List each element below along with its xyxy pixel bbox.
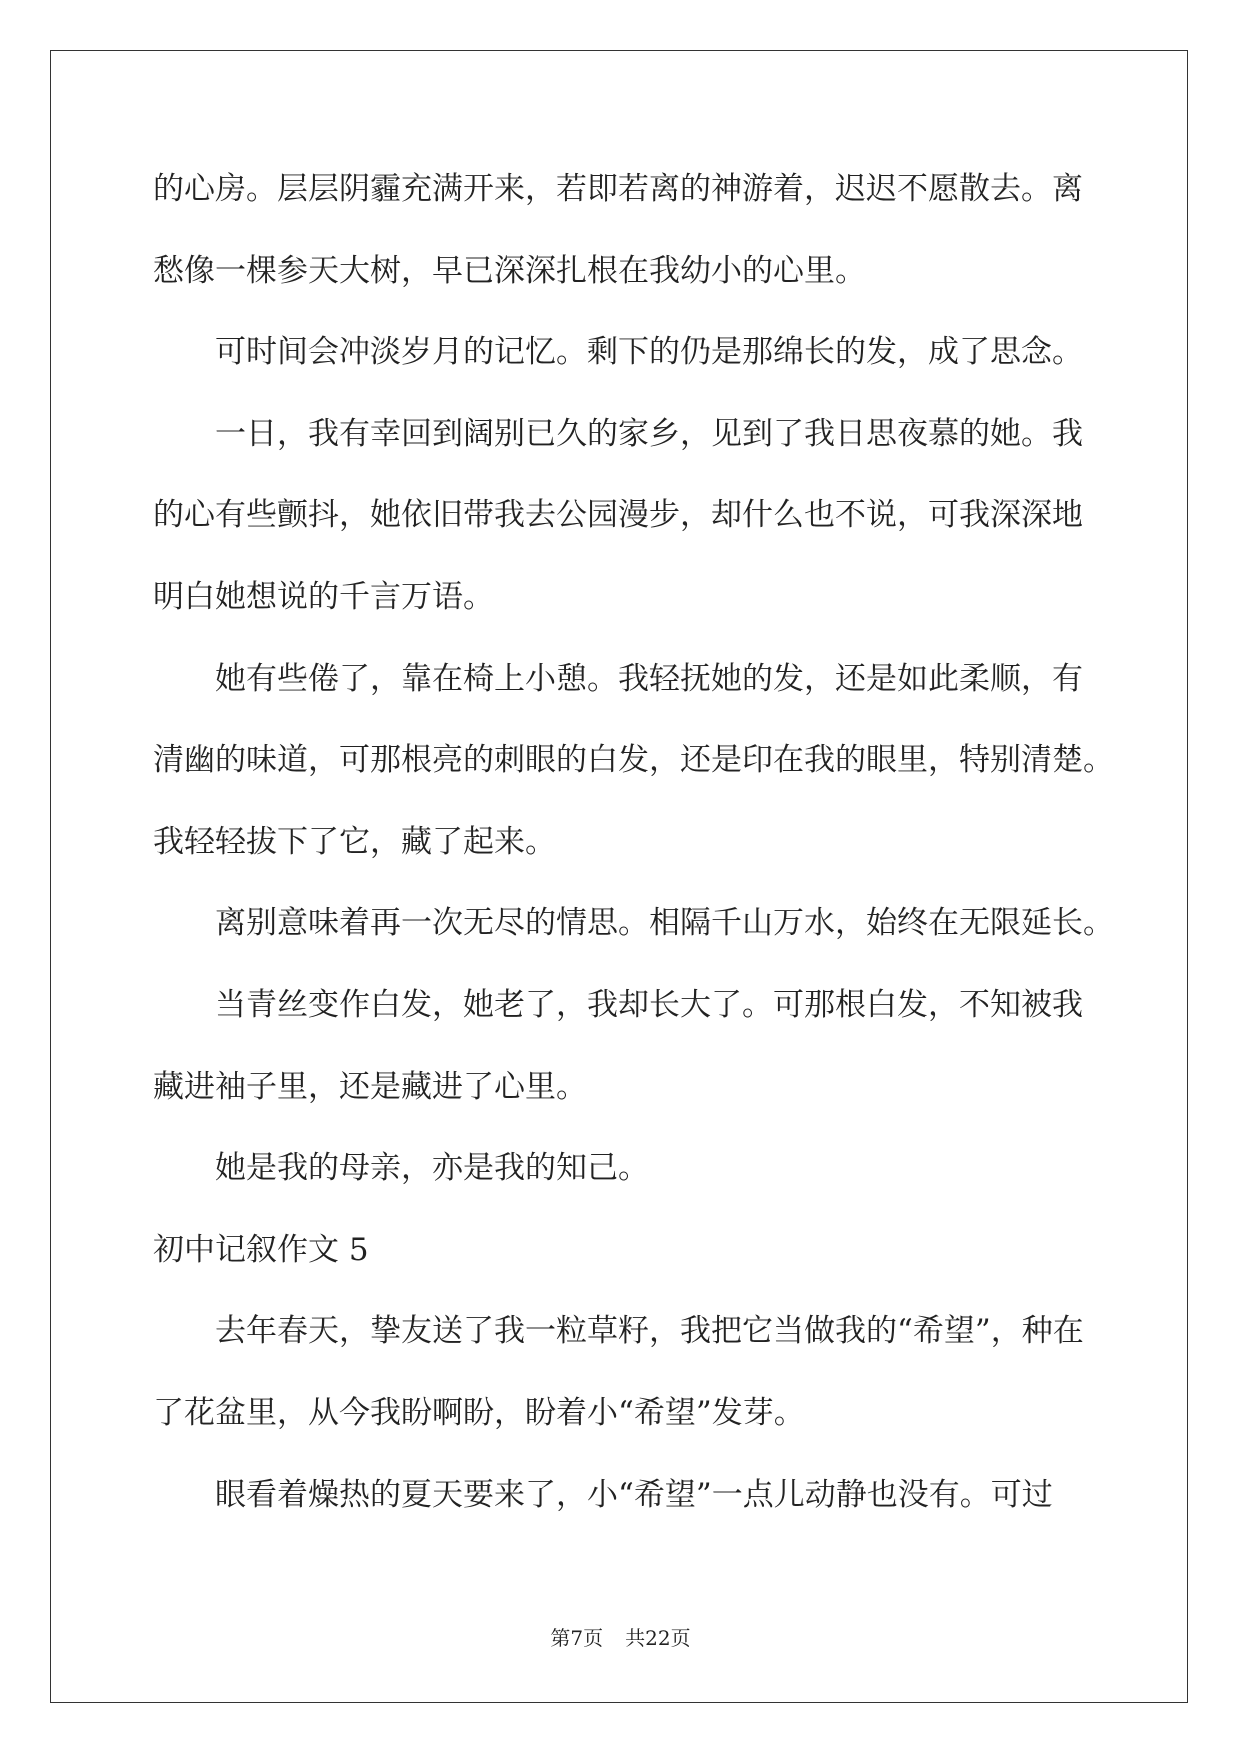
paragraph-line: 清幽的味道，可那根亮的刺眼的白发，还是印在我的眼里，特别清楚。 [153, 742, 1114, 779]
current-page-number: 第7页 [550, 1626, 604, 1650]
paragraph-line: 去年春天，挚友送了我一粒草籽，我把它当做我的“希望”，种在 [215, 1313, 1084, 1350]
page-footer [0, 1624, 1241, 1652]
document-body [153, 149, 1173, 1536]
paragraph-line: 当青丝变作白发，她老了，我却长大了。可那根白发，不知被我 [215, 986, 1083, 1023]
total-page-count: 共22页 [625, 1626, 691, 1650]
paragraph-line: 的心房。层层阴霾充满开来，若即若离的神游着，迟迟不愿散去。离 [153, 171, 1083, 207]
paragraph-line: 眼看着燥热的夏天要来了，小“希望”一点儿动静也没有。可过 [215, 1476, 1053, 1513]
paragraph-line: 我轻轻拔下了它，藏了起来。 [153, 823, 556, 860]
paragraph-line: 愁像一棵参天大树，早已深深扎根在我幼小的心里。 [153, 252, 866, 289]
paragraph-line: 明白她想说的千言万语。 [153, 578, 494, 615]
section-heading: 初中记叙作文 5 [153, 1231, 369, 1268]
paragraph-line: 一日，我有幸回到阔别已久的家乡，见到了我日思夜慕的她。我 [215, 415, 1083, 452]
paragraph-line: 的心有些颤抖，她依旧带我去公园漫步，却什么也不说，可我深深地 [153, 497, 1083, 534]
paragraph-line: 了花盆里，从今我盼啊盼，盼着小“希望”发芽。 [153, 1394, 805, 1431]
paragraph-line: 可时间会冲淡岁月的记忆。剩下的仍是那绵长的发，成了思念。 [215, 334, 1083, 371]
paragraph-line: 她有些倦了，靠在椅上小憩。我轻抚她的发，还是如此柔顺，有 [215, 660, 1083, 697]
paragraph-line: 她是我的母亲，亦是我的知己。 [215, 1150, 649, 1187]
paragraph-line: 藏进袖子里，还是藏进了心里。 [153, 1068, 587, 1105]
paragraph-line: 离别意味着再一次无尽的情思。相隔千山万水，始终在无限延长。 [215, 905, 1114, 942]
